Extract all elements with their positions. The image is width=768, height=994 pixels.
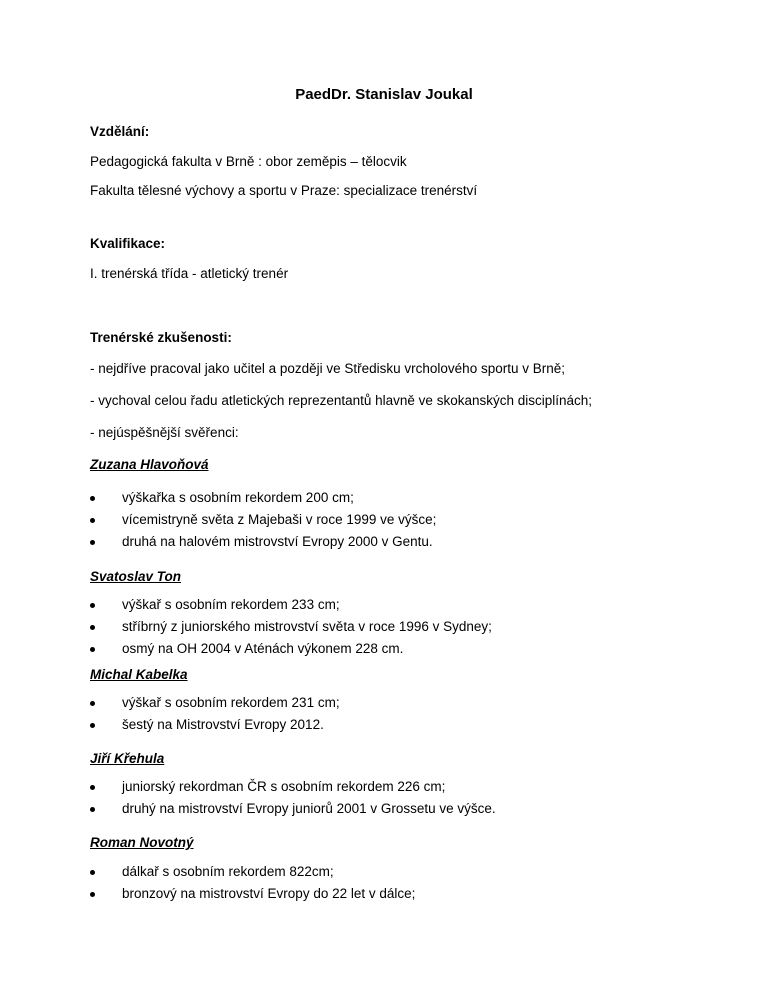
athlete-achievements bbox=[90, 695, 340, 739]
athlete-name: Zuzana Hlavoňová bbox=[90, 457, 209, 472]
athlete-name: Svatoslav Ton bbox=[90, 569, 182, 584]
bullet-icon bbox=[90, 701, 95, 706]
list-item: druhý na mistrovství Evropy juniorů 2001 v Grossetu ve výšce. bbox=[90, 801, 496, 823]
list-item: výškař s osobním rekordem 233 cm; bbox=[90, 597, 492, 619]
athlete-name: Roman Novotný bbox=[90, 835, 194, 850]
bullet-icon bbox=[90, 892, 95, 897]
bullet-icon bbox=[90, 625, 95, 630]
list-item: juniorský rekordman ČR s osobním rekordem 226 cm; bbox=[90, 779, 496, 801]
education-heading: Vzdělání: bbox=[90, 124, 150, 139]
list-item: výškařka s osobním rekordem 200 cm; bbox=[90, 490, 436, 512]
bullet-icon bbox=[90, 785, 95, 790]
athlete-achievements bbox=[90, 779, 496, 823]
bullet-icon bbox=[90, 647, 95, 652]
athlete-name: Jiří Křehula bbox=[90, 751, 165, 766]
education-line: Fakulta tělesné výchovy a sportu v Praze: specializace trenérství bbox=[90, 183, 478, 198]
qualification-line: I. trenérská třída - atletický trenér bbox=[90, 266, 289, 281]
bullet-icon bbox=[90, 807, 95, 812]
athlete-achievements bbox=[90, 490, 436, 556]
bullet-icon bbox=[90, 518, 95, 523]
experience-line: - vychoval celou řadu atletických reprezentantů hlavně ve skokanských disciplínách; bbox=[90, 393, 593, 408]
experience-line: - nejdříve pracoval jako učitel a později ve Středisku vrcholového sportu v Brně; bbox=[90, 361, 565, 376]
bullet-icon bbox=[90, 723, 95, 728]
bullet-icon bbox=[90, 870, 95, 875]
education-line: Pedagogická fakulta v Brně : obor zeměpis – tělocvik bbox=[90, 154, 407, 169]
athlete-name: Michal Kabelka bbox=[90, 667, 188, 682]
list-item: osmý na OH 2004 v Aténách výkonem 228 cm. bbox=[90, 641, 492, 663]
list-item: šestý na Mistrovství Evropy 2012. bbox=[90, 717, 340, 739]
list-item: stříbrný z juniorského mistrovství světa v roce 1996 v Sydney; bbox=[90, 619, 492, 641]
list-item: bronzový na mistrovství Evropy do 22 let v dálce; bbox=[90, 886, 415, 908]
list-item: dálkař s osobním rekordem 822cm; bbox=[90, 864, 415, 886]
qualification-heading: Kvalifikace: bbox=[90, 236, 166, 251]
page-title: PaedDr. Stanislav Joukal bbox=[295, 86, 473, 103]
athlete-achievements bbox=[90, 597, 492, 663]
bullet-icon bbox=[90, 496, 95, 501]
experience-line: - nejúspěšnější svěřenci: bbox=[90, 425, 239, 440]
athlete-achievements bbox=[90, 864, 415, 908]
list-item: druhá na halovém mistrovství Evropy 2000 v Gentu. bbox=[90, 534, 436, 556]
list-item: vícemistryně světa z Majebaši v roce 1999 ve výšce; bbox=[90, 512, 436, 534]
bullet-icon bbox=[90, 603, 95, 608]
bullet-icon bbox=[90, 540, 95, 545]
experience-heading: Trenérské zkušenosti: bbox=[90, 330, 232, 345]
list-item: výškař s osobním rekordem 231 cm; bbox=[90, 695, 340, 717]
